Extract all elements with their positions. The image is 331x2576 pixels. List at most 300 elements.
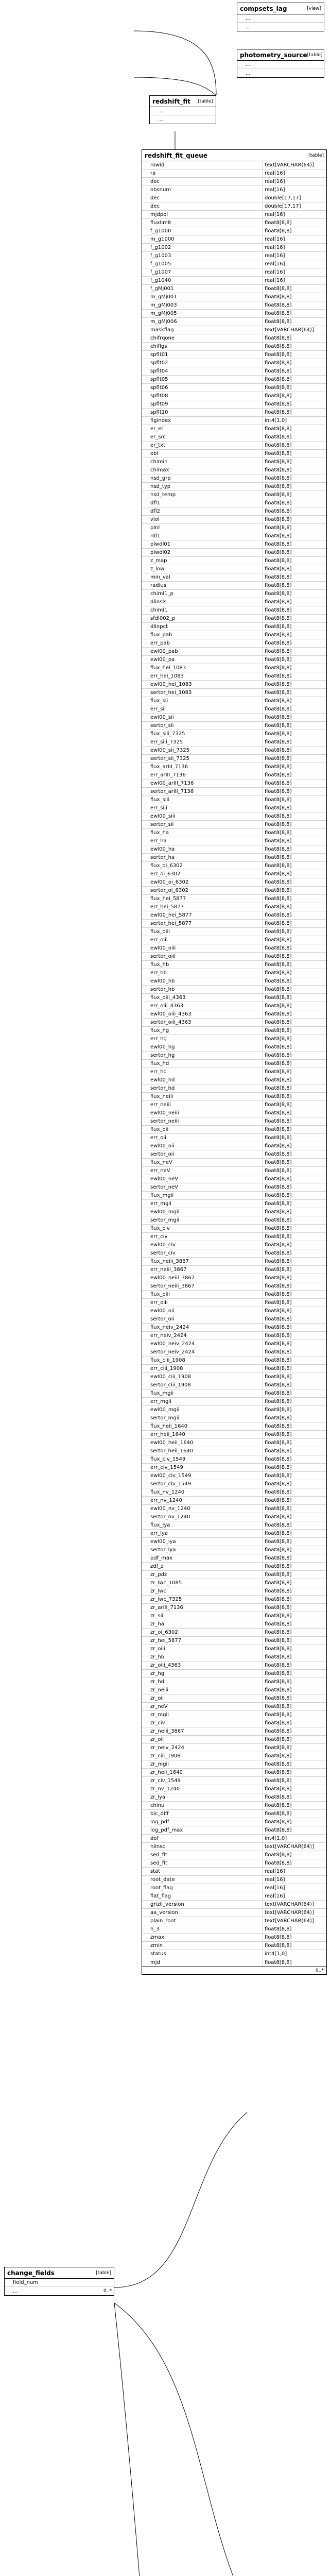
column-name: zr_lwc_7325	[150, 1597, 182, 1602]
table-row	[142, 1637, 326, 1645]
column-name: bic_diff	[150, 1811, 169, 1817]
column-name: flux_hb	[150, 962, 169, 968]
column-type: float8[8,8]	[263, 524, 326, 532]
table-row	[142, 1258, 326, 1266]
column-type: float8[8,8]	[263, 1183, 326, 1191]
column-name: sertor_lya	[150, 1547, 176, 1553]
table-row	[142, 1662, 326, 1670]
table-row	[142, 1052, 326, 1060]
column-type: float8[8,8]	[263, 474, 326, 482]
column-type: float8[8,8]	[263, 747, 326, 754]
table-row	[142, 1571, 326, 1579]
table-row	[142, 1159, 326, 1167]
table-row	[142, 1266, 326, 1274]
column-type: real[16]	[263, 268, 326, 276]
column-name: sertor_oii	[150, 1316, 175, 1322]
column-name: err_lya	[150, 1531, 168, 1536]
table-row	[142, 417, 326, 425]
column-name: zdf_z	[150, 1564, 164, 1569]
column-name: nsd_grp	[150, 476, 171, 481]
column-name: err_hg	[150, 1036, 167, 1042]
table-row	[142, 1307, 326, 1315]
table-row	[142, 425, 326, 433]
column-name: sertor_arIII_7136	[150, 789, 194, 794]
column-name: sertor_sii	[150, 822, 174, 827]
column-type: float8[8,8]	[263, 969, 326, 977]
column-name: zmax	[150, 1935, 165, 1940]
table-row	[142, 1093, 326, 1101]
column-name: flux_sii	[150, 698, 168, 704]
table-row	[142, 1612, 326, 1620]
column-name: ewl00_lya	[150, 1539, 176, 1545]
table-row	[142, 689, 326, 697]
table-row	[142, 779, 326, 788]
table-change-fields[interactable]	[4, 2267, 114, 2296]
column-type: float8[8,8]	[263, 310, 326, 317]
column-type: float8[8,8]	[263, 606, 326, 614]
column-name: zr_arIII_7136	[150, 1605, 183, 1611]
column-type: float8[8,8]	[263, 466, 326, 474]
column-name: zr_hg	[150, 1671, 165, 1676]
table-name: redshift_fit_queue	[145, 151, 207, 159]
column-name: ewl00_civ_1549	[150, 1473, 191, 1479]
table-row	[142, 887, 326, 895]
column-type: float8[8,8]	[263, 1117, 326, 1125]
table-row	[142, 1925, 326, 1934]
column-name: chiml1_p	[150, 591, 173, 597]
link-change-fields-to-queue-1	[114, 2112, 247, 2287]
table-row	[142, 1587, 326, 1596]
column-type: float8[8,8]	[263, 1389, 326, 1397]
column-name: flux_pab	[150, 632, 172, 638]
column-name: flux_oiii	[150, 929, 170, 935]
table-row	[142, 516, 326, 524]
column-type: float8[8,8]	[263, 1587, 326, 1595]
table-redshift-fit[interactable]	[149, 95, 216, 124]
column-name: err_hb	[150, 970, 167, 976]
column-type: float8[8,8]	[263, 722, 326, 730]
table-row	[142, 442, 326, 450]
table-row	[142, 334, 326, 343]
column-name: err_civ_1549	[150, 1465, 183, 1470]
table-row	[142, 1769, 326, 1777]
table-row	[142, 1868, 326, 1876]
column-type: float8[8,8]	[263, 1258, 326, 1265]
table-row	[142, 1398, 326, 1406]
table-row	[142, 1324, 326, 1332]
column-name: ra	[150, 171, 156, 176]
column-name: obsnum	[150, 187, 171, 193]
table-kind: [table]	[198, 98, 213, 104]
column-type: float8[8,8]	[263, 1620, 326, 1628]
table-row	[142, 1488, 326, 1497]
column-name: err_ciii_1908	[150, 1366, 183, 1371]
column-name: m_gMj003	[150, 302, 177, 308]
table-row: ...	[246, 24, 251, 30]
table-photometry-source[interactable]	[237, 49, 324, 78]
column-name: sertor_neiv_2424	[150, 1349, 195, 1355]
column-name: dfl1	[150, 500, 161, 506]
cardinality-label: 0..*	[142, 1967, 326, 1974]
table-row	[142, 1818, 326, 1826]
column-type: float8[8,8]	[263, 1670, 326, 1677]
table-row	[142, 392, 326, 400]
column-name: spflt06	[150, 385, 168, 391]
column-type: float8[8,8]	[263, 961, 326, 969]
column-name: zr_siii	[150, 1613, 165, 1619]
column-type: float8[8,8]	[263, 730, 326, 738]
column-type: float8[8,8]	[263, 812, 326, 820]
column-name: log_pdf_max	[150, 1827, 183, 1833]
table-row	[142, 1554, 326, 1563]
column-name: flux_neiv_2424	[150, 1325, 189, 1330]
column-name: ewl00_sii_7325	[150, 748, 190, 753]
column-name: ewl00_nv_1240	[150, 1506, 190, 1512]
column-name: err_siii_7325	[150, 739, 183, 745]
table-header	[237, 49, 324, 61]
column-type: float8[8,8]	[263, 1934, 326, 1941]
column-type: float8[8,8]	[263, 681, 326, 688]
column-name: zr_pdz	[150, 1572, 167, 1578]
table-row	[142, 1686, 326, 1694]
column-type: float8[8,8]	[263, 1068, 326, 1076]
table-compsets-lag[interactable]	[237, 3, 324, 31]
column-type: text[VARCHAR(64)]	[263, 1917, 326, 1925]
table-row	[142, 1299, 326, 1307]
table-row	[142, 170, 326, 178]
column-type: float8[8,8]	[263, 1793, 326, 1801]
column-name: err_oiii_4363	[150, 1003, 184, 1009]
column-name: ewl00_hg	[150, 1044, 175, 1050]
column-type: float8[8,8]	[263, 1472, 326, 1480]
table-row	[142, 1876, 326, 1884]
table-row	[142, 977, 326, 986]
column-type: float8[8,8]	[263, 483, 326, 490]
column-name: m_gMj001	[150, 294, 177, 300]
column-type: float8[8,8]	[263, 1332, 326, 1340]
table-body	[237, 14, 324, 31]
column-name: flux_mgii	[150, 1193, 174, 1198]
column-type: float8[8,8]	[263, 1027, 326, 1035]
table-header	[142, 150, 326, 161]
column-name: zr_oiii_4363	[150, 1663, 181, 1668]
column-type: float8[8,8]	[263, 507, 326, 515]
table-header	[5, 2267, 114, 2279]
table-row	[142, 722, 326, 730]
column-type: float8[8,8]	[263, 1324, 326, 1331]
table-row	[142, 1200, 326, 1208]
column-type: float8[8,8]	[263, 301, 326, 309]
column-name: dlinsls	[150, 599, 167, 605]
table-row	[142, 1546, 326, 1554]
table-row	[142, 590, 326, 598]
table-row	[142, 1150, 326, 1159]
column-type: float8[8,8]	[263, 433, 326, 441]
column-name: zr_mgii	[150, 1712, 169, 1718]
column-type: float8[8,8]	[263, 1826, 326, 1834]
column-name: flgindex	[150, 418, 171, 423]
table-row	[142, 1604, 326, 1612]
column-name: flux_oii	[150, 1127, 169, 1132]
table-row	[142, 615, 326, 623]
table-row	[142, 697, 326, 705]
column-name: chiflgs	[150, 344, 167, 349]
column-type: int4[1,0]	[263, 417, 326, 425]
column-type: float8[8,8]	[263, 1942, 326, 1950]
column-name: z_map	[150, 558, 167, 564]
column-type: real[16]	[263, 244, 326, 251]
column-type: float8[8,8]	[263, 1769, 326, 1776]
column-name: zr_ciii_1908	[150, 1753, 181, 1759]
column-type: float8[8,8]	[263, 1653, 326, 1661]
column-name: spflt04	[150, 368, 168, 374]
table-row	[142, 903, 326, 911]
column-type: real[16]	[263, 1892, 326, 1900]
table-row	[142, 194, 326, 202]
column-type: float8[8,8]	[263, 648, 326, 655]
column-type: float8[8,8]	[263, 1340, 326, 1348]
table-row	[142, 1942, 326, 1950]
column-name: chimin	[150, 459, 168, 465]
table-row	[142, 433, 326, 442]
column-name: sertor_sii	[150, 723, 174, 728]
column-name: f_g1000	[150, 228, 171, 234]
table-row	[142, 1777, 326, 1785]
column-name: rowid	[150, 162, 165, 168]
column-name: err_neiv_2424	[150, 1333, 187, 1338]
column-type: float8[8,8]	[263, 1035, 326, 1043]
column-type: float8[8,8]	[263, 1365, 326, 1372]
table-row	[142, 804, 326, 812]
column-type: float8[8,8]	[263, 1109, 326, 1117]
table-row	[142, 1373, 326, 1381]
table-redshift-fit-queue[interactable]	[142, 149, 327, 1975]
link-change-fields-to-queue-3	[114, 2303, 227, 2576]
table-row	[142, 1596, 326, 1604]
column-type: float8[8,8]	[263, 409, 326, 416]
column-name: f_g1007	[150, 269, 171, 275]
column-name: pdf_max	[150, 1555, 173, 1561]
table-row	[142, 639, 326, 648]
column-name: sertor_neiii	[150, 1118, 179, 1124]
table-row	[142, 277, 326, 285]
column-type: float8[8,8]	[263, 1060, 326, 1067]
column-type: float8[8,8]	[263, 1315, 326, 1323]
table-row	[142, 837, 326, 845]
column-name: dfl2	[150, 509, 161, 514]
column-type: real[16]	[263, 277, 326, 284]
column-type: float8[8,8]	[263, 1505, 326, 1513]
column-name: flux_lya	[150, 1522, 170, 1528]
column-type: float8[8,8]	[263, 1480, 326, 1488]
table-row	[142, 1414, 326, 1422]
column-type: float8[8,8]	[263, 779, 326, 787]
table-row	[142, 549, 326, 557]
column-type: float8[8,8]	[263, 1760, 326, 1768]
table-kind: [view]	[307, 6, 321, 11]
table-row	[142, 1703, 326, 1711]
column-name: zr_oii	[150, 1737, 164, 1742]
column-name: vlol	[150, 517, 160, 522]
column-type: float8[8,8]	[263, 1101, 326, 1109]
column-name: dec	[150, 195, 160, 201]
column-type: float8[8,8]	[263, 1810, 326, 1818]
column-type: float8[8,8]	[263, 1439, 326, 1447]
column-name: z_low	[150, 566, 165, 572]
column-type: float8[8,8]	[263, 1307, 326, 1315]
column-type: float8[8,8]	[263, 549, 326, 556]
column-type: float8[8,8]	[263, 936, 326, 944]
column-name: plwdl02	[150, 550, 171, 555]
table-row	[142, 1793, 326, 1802]
column-type: float8[8,8]	[263, 1530, 326, 1537]
column-type: float8[8,8]	[263, 1694, 326, 1702]
table-row	[142, 1084, 326, 1093]
column-name: flux_siii_7325	[150, 731, 185, 737]
column-type: float8[8,8]	[263, 425, 326, 433]
table-row	[142, 458, 326, 466]
column-name: zr_lwc	[150, 1588, 166, 1594]
table-row	[142, 376, 326, 384]
column-type: float8[8,8]	[263, 1958, 326, 1967]
table-row	[142, 268, 326, 277]
column-type: float8[8,8]	[263, 1093, 326, 1100]
column-name: obl	[150, 451, 159, 456]
column-type: float8[8,8]	[263, 689, 326, 697]
column-type: float8[8,8]	[263, 1373, 326, 1381]
column-name: dlinpct	[150, 624, 168, 630]
table-row	[142, 244, 326, 252]
column-type: float8[8,8]	[263, 1225, 326, 1232]
column-type: float8[8,8]	[263, 227, 326, 235]
table-row	[142, 969, 326, 977]
table-row	[142, 747, 326, 755]
column-type: float8[8,8]	[263, 1736, 326, 1743]
column-type: text[VARCHAR(64)]	[263, 161, 326, 169]
table-row	[142, 1431, 326, 1439]
column-type: float8[8,8]	[263, 1629, 326, 1636]
column-type: float8[8,8]	[263, 837, 326, 845]
column-name: ewl00_ciii_1908	[150, 1374, 191, 1380]
column-type: float8[8,8]	[263, 639, 326, 647]
table-row	[142, 359, 326, 367]
column-name: zr_neiii	[150, 1687, 169, 1693]
column-type: float8[8,8]	[263, 1010, 326, 1018]
table-row	[142, 1027, 326, 1035]
column-type: float8[8,8]	[263, 1422, 326, 1430]
column-type: float8[8,8]	[263, 450, 326, 457]
table-row	[142, 1835, 326, 1843]
column-type: float8[8,8]	[263, 986, 326, 993]
table-row	[142, 1653, 326, 1662]
table-row	[142, 409, 326, 417]
table-row	[142, 1736, 326, 1744]
column-name: sertor_hb	[150, 987, 175, 992]
table-row	[142, 318, 326, 326]
table-row	[142, 1060, 326, 1068]
table-row	[142, 986, 326, 994]
column-name: sertor_neV	[150, 1184, 178, 1190]
column-type: float8[8,8]	[263, 738, 326, 746]
column-type: float8[8,8]	[263, 598, 326, 606]
table-row	[142, 1134, 326, 1142]
column-name: zr_neiii_3867	[150, 1728, 184, 1734]
column-name: ewl00_oi_6302	[150, 879, 189, 885]
column-type: float8[8,8]	[263, 1052, 326, 1059]
table-name: photometry_source	[240, 51, 307, 59]
table-row	[142, 1480, 326, 1488]
column-name: er_src	[150, 434, 166, 440]
column-type: float8[8,8]	[263, 1398, 326, 1405]
column-type: text[VARCHAR(64)]	[263, 1909, 326, 1917]
column-name: sertor_civ	[150, 1250, 176, 1256]
table-row	[142, 1958, 326, 1967]
table-row	[142, 1167, 326, 1175]
table-row	[142, 1727, 326, 1736]
column-name: ewl00_neiii	[150, 1110, 179, 1116]
column-type: real[16]	[263, 235, 326, 243]
table-row	[142, 1447, 326, 1455]
column-name: nsd_typ	[150, 484, 171, 489]
column-name: zr_oi_6302	[150, 1630, 178, 1635]
column-name: spflt10	[150, 410, 168, 415]
column-name: status	[150, 1951, 166, 1957]
column-type: float8[8,8]	[263, 1249, 326, 1257]
column-name: zmin	[150, 1943, 163, 1948]
column-name: ewl00_oiii	[150, 945, 176, 951]
column-type: float8[8,8]	[263, 1266, 326, 1274]
column-type: float8[8,8]	[263, 845, 326, 853]
table-row	[142, 763, 326, 771]
column-type: float8[8,8]	[263, 1563, 326, 1570]
column-type: float8[8,8]	[263, 664, 326, 672]
table-row	[142, 1694, 326, 1703]
column-name: min_val	[150, 574, 170, 580]
column-name: err_oi_6302	[150, 871, 181, 877]
column-type: float8[8,8]	[263, 540, 326, 548]
column-name: mjdpol	[150, 212, 168, 217]
column-name: spflt05	[150, 377, 168, 382]
table-row	[142, 260, 326, 268]
column-name: flux_neiii_3867	[150, 1259, 189, 1264]
column-name: sertor_ciii_1908	[150, 1382, 191, 1388]
column-type: real[16]	[263, 170, 326, 177]
column-name: sertor_sii_7325	[150, 756, 189, 761]
column-name: zr_mgii	[150, 1761, 169, 1767]
column-name: sertor_oi_6302	[150, 888, 188, 893]
column-name: ewl00_pab	[150, 649, 178, 654]
table-row	[142, 928, 326, 936]
table-row	[142, 1752, 326, 1760]
table-row	[142, 1843, 326, 1851]
column-type: float8[8,8]	[263, 582, 326, 589]
table-row	[142, 1332, 326, 1340]
column-name: chinu	[150, 1803, 165, 1808]
column-name: root_date	[150, 1877, 175, 1883]
table-row	[142, 1472, 326, 1480]
column-type: float8[8,8]	[263, 994, 326, 1002]
table-row	[142, 1678, 326, 1686]
column-type: float8[8,8]	[263, 1084, 326, 1092]
table-row	[142, 1002, 326, 1010]
column-name: err_hei_1083	[150, 673, 184, 679]
column-type: float8[8,8]	[263, 697, 326, 705]
column-name: zr_lwc_1085	[150, 1580, 182, 1586]
table-name: compsets_lag	[240, 5, 287, 12]
table-row	[142, 1851, 326, 1859]
column-name: sertor_nv_1240	[150, 1514, 190, 1520]
column-name: sertor_oiii_4363	[150, 1020, 191, 1025]
